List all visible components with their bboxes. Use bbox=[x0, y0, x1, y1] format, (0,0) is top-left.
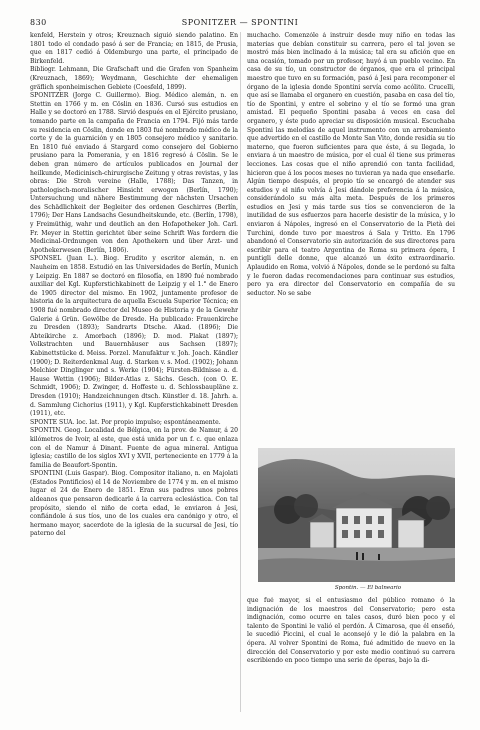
page-header bbox=[30, 18, 450, 32]
paragraph: kenfeld, Herstein y otros; Kreuznach siguió siendo palatino. En 1801 todo el condado pasó á ser de Francia; en 1815, de Prusia, que en 1817 cedió á Oldemburgo una parte, el principado de Birkenfeld. bbox=[30, 32, 238, 65]
paragraph: muchacho. Comenzóle á instruir desde muy niño en todas las materias que debían constituir su carrera, pero el tal joven se mostró más bien inclinado á la música; tal era su afición que en una ocasión, tomado por un profesor, huyó á un pueblo vecino. En casa de su tío, un constructor de órganos, que era el principal maestro que tuvo en su formación, pasó á Jesi para recomponer el órgano de la iglesia donde Spontini servía como acólito. Crucelli, que así se llamaba el organero en cuestión, pasaba en casa del tío, tío de Spontini, y entre el sobrino y el tío se formó una gran amistad. El pequeño Spontini pasaba á veces en casa del organero, y éste pudo apreciar su disposición musical. Escuchaba Spontini las melodías de aquel instrumento con un arrobamiento que advertido en el castillo de Monte San Vito, donde residía su tío materno, que fueron suficientes para que éste, á su llegada, lo enviara á un maestro de música, por el cual él tiene sus primeras lecciones. Las cosas que el niño aprendió con tanta facilidad, hicieron que á los pocos meses no tuvieran ya nada que enseñarle. Algún tiempo después, el propio tío se encargó de atender sus estudios y el niño volvía á Jesi dándole preferencia á la música, considerándolo su más alta meta. Después de los primeros estudios en Jesi y más tarde sus tíos se convencieron de la inutilidad de sus esfuerzos para hacerle desistir de la música, y lo enviaron á Nápoles, ingresó en el Conservatorio de la Pietà dei Turchini, donde tuvo por maestros á Sala y Tritto. En 1796 abandonó el Conservatorio sin autorización de sus directores para escribir para el teatro Argentina de Roma su primera ópera, I puntigli delle donne, que alcanzó un éxito extraordinario. Aplaudido en Roma, volvió á Nápoles, donde se le perdonó su falta y le fueron dadas recomendaciones para continuar sus estudios, pero ya era director del Conservatorio en compañía de su seductor. No se sabe bbox=[247, 32, 455, 297]
photo-caption: Spontin. — El balneario bbox=[334, 585, 402, 591]
paragraph: SPONTINI (Luis Gaspar). Biog. Compositor italiano, n. en Majolati (Estados Pontificios) el 14 de Noviembre de 1774 y m. en el mismo lugar el 24 de Enero de 1851. Eran sus padres unos pobres aldeanos que pensaron dedicarle á la carrera eclesiástica. Con tal propósito, siendo el niño de corta edad, le enviaron á Jesi, confiándole á sus tíos, uno de los cuales era canónigo y otro, el hermano mayor, sacerdote de la iglesia de la sucursal de Jesi, tío paterno del bbox=[30, 470, 238, 538]
running-head: SPONITZER — SPONTINI bbox=[181, 18, 299, 27]
paragraph: SPONTE SUA. loc. lat. Por propio impulso; espontáneamente. bbox=[30, 418, 221, 426]
page-number: 830 bbox=[30, 18, 47, 27]
paragraph: SPONSEL (Juan L.). Biog. Erudito y escritor alemán, n. en Nauheim en 1858. Estudió en las Universidades de Berlín, Munich y Leipzig. En 1887 se doctoró en filosofía, en 1890 fué nombrado auxiliar del Kgl. Kupferstichkabinett de Leipzig y el 1.° de Enero de 1905 director del mismo. En 1902, juntamente profesor de historia de la arquitectura de aquella Escuela Superior Técnica; en 1908 fué nombrado director del Museo de Historia y de la Gewehr Galerie á Grün. Gewölbe de Dresde. Ha publicado: Frauenkirche zu Dresden (1893); Sandrarts Dtsche. Akad. (1896); Die Abteikirche z. Amorbach (1896); D. mod. Plakat (1897); Volkstrachten und Bauernhäuser aus Sachsen (1897); Kabinettstücke d. Meiss. Porzel. Manufaktur v. Joh. Joach. Kändler (1900); D. Reiterdenkmal Aug. d. Starken v. s. Mod. (1902); Johann Melchior Dinglinger und s. Werke (1904); Fürsten-Bildnisse a. d. Hause Wettin (1906); Bilder-Atlas z. Sächs. Gesch. (con O. E. Schmidt, 1906); D. Zwinger, d. Hoffeste u. d. Schlossbaupläne z. Dresden (1910); Handzeichnungen dtsch. Künstler d. 18. Jahrh. a. d. Sammlung Cichorius (1911), y Kgl. Kupferstichkabinett Dresden (1911), etc. bbox=[30, 255, 238, 418]
photograph bbox=[258, 448, 455, 582]
paragraph: SPONTIN. Geog. Localidad de Bélgica, en la prov. de Namur, á 20 kilómetros de Ivoir, al este, que está unida por un f. c. que enlaza con el de Namur á Dinant. Fuente de agua mineral. Antigua iglesia; castillo de los siglos XVI y XVII, perteneciente en 1779 á la familia de Beaufort-Spontin. bbox=[30, 427, 238, 469]
photo-illustration bbox=[258, 448, 455, 582]
left-column bbox=[30, 32, 238, 712]
paragraph: que fué mayor, si el entusiasmo del público romano ó la indignación de los maestros del Conservatorio; pero esta indignación, como ocurre en tales casos, duró bien poco y el talento de Spontini le valió el perdón. Á Cimarosa, que él enseñó, le sucedió Piccini, el cual le aconsejó y le dió la palabra en la ópera. Al volver Spontini de Roma, fué admitido de nuevo en la dirección del Conservatorio y por este medio continuó su carrera escribiendo en poco tiempo una serie de óperas, bajo la di- bbox=[247, 597, 455, 665]
right-column-bottom bbox=[247, 597, 455, 712]
paragraph: SPONITZER (Jorge C. Guillermo). Biog. Médico alemán, n. en Stettin en 1766 y m. en Cöslin en 1836. Cursó sus estudios en Halle y se doctoró en 1788. Sirvió después en el Ejército prusiano, tomando parte en la campaña de Francia en 1794. Fijó más tarde su residencia en Cöslin, donde en 1803 fué nombrado médico de la corte y de la guarnición y en 1805 consejero médico y sanitario. En 1810 fué enviado á Stargard como consejero del Gobierno prusiano para la Pomerania, y en 1816 regresó á Cöslin. Se le deben gran número de artículos publicados en Journal der heilkunde, Medicinisch-chirurgische Zeitung y otras revistas, y las obras: Die Stroh vereine (Halle, 1788); Das Tanzen, in pathologisch-moralischer Hinsicht erwogen (Berlín, 1790); Untersuchung und nähere Bestimmung der nächsten Ursachen des Schädlichkeit der Begleiter des ordenen Geschirres (Berlín, 1796); Der Hans Landsachs Gesundheitskunde, etc. (Berlín, 1798), y Freimüthig, wahr und deutlich an den Hofapotheker Joh. Carl. Fr. Meyer in Stettin gerichtet über seine Schrift Was fordern die Medicinal-Ordnungen von den Apothekern und über Arzt- und Apothekerwesen (Berlín, 1806). bbox=[30, 92, 238, 254]
right-column-top bbox=[247, 32, 455, 452]
column-divider bbox=[240, 32, 241, 712]
paragraph: Bibliogr. Lehmann, Die Grafschaft und die Grafen von Spanheim (Kreuznach, 1869); Weydmann, Geschichte der ehemaligen gräflich sponheimischen Gebiete (Coesfeld, 1899). bbox=[30, 66, 238, 91]
